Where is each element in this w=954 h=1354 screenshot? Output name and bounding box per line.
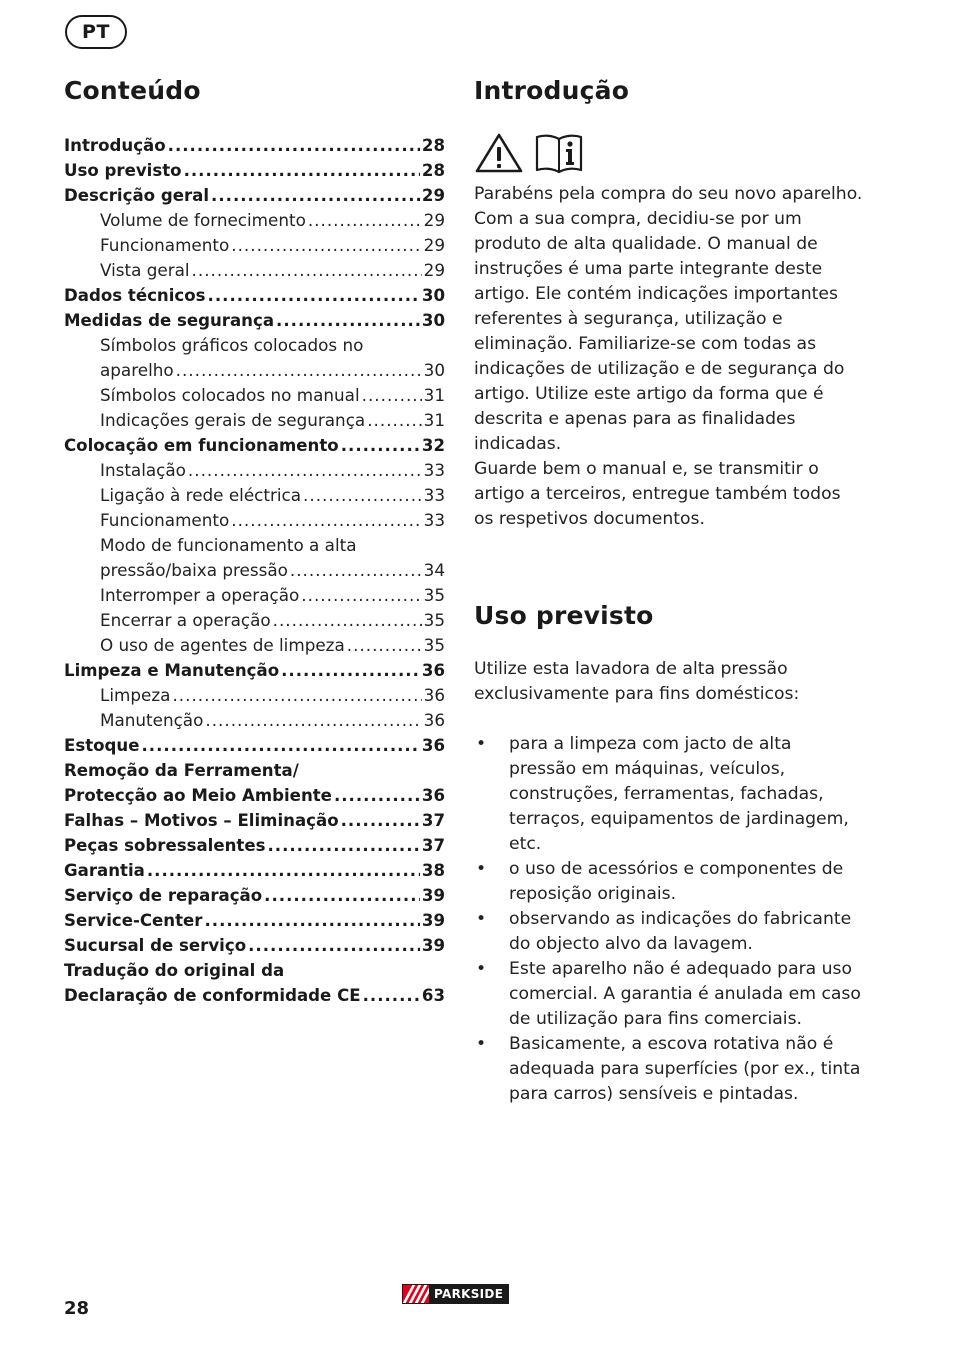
toc-entry — [64, 558, 445, 583]
toc-entry-title: Uso previsto — [64, 161, 182, 180]
toc-entry-page: 29 — [421, 186, 445, 205]
toc-leader-dots — [147, 858, 420, 883]
bullet-marker: • — [476, 859, 487, 879]
toc-leader-dots — [205, 908, 420, 933]
toc-entry — [64, 508, 445, 533]
toc-entry-title: Medidas de segurança — [64, 311, 275, 330]
list-item-text: Basicamente, a escova rotativa não é adequada para superfícies (por ex., tinta para carros) sensíveis e pintadas. — [509, 1034, 861, 1104]
toc-entry-page: 29 — [423, 235, 445, 255]
list-item-text: para a limpeza com jacto de alta pressão em máquinas, veículos, construções, ferramentas, fachadas, terraços, equipamentos de jardinagem, etc. — [509, 734, 849, 854]
toc-leader-dots — [347, 633, 422, 658]
toc-entry-page: 28 — [421, 136, 445, 155]
toc-leader-dots — [176, 358, 422, 383]
uso-title: Uso previsto — [474, 601, 654, 630]
toc-entry-title: Declaração de conformidade CE — [64, 986, 361, 1005]
toc-leader-dots — [341, 433, 420, 458]
toc-entry — [64, 708, 445, 733]
toc-entry — [64, 333, 445, 358]
toc-entry — [64, 383, 445, 408]
toc-entry — [64, 233, 445, 258]
toc-entry — [64, 183, 445, 208]
toc-entry — [64, 683, 445, 708]
toc-leader-dots — [301, 583, 421, 608]
toc-entry-title: Remoção da Ferramenta/ — [64, 761, 299, 780]
toc-entry-page: 30 — [423, 360, 445, 380]
toc-entry-page: 35 — [423, 610, 445, 630]
toc-entry-page: 32 — [421, 436, 445, 455]
toc-entry-page: 28 — [421, 161, 445, 180]
toc-leader-dots — [142, 733, 420, 758]
toc-entry-title: Limpeza — [100, 685, 171, 705]
toc-entry-page: 36 — [423, 710, 445, 730]
toc-entry — [64, 283, 445, 308]
toc-entry-title: Volume de fornecimento — [100, 210, 306, 230]
toc-leader-dots — [334, 783, 420, 808]
bullet-marker: • — [476, 959, 487, 979]
toc-entry-page: 33 — [423, 485, 445, 505]
toc-entry — [64, 158, 445, 183]
toc-entry — [64, 408, 445, 433]
toc-entry — [64, 583, 445, 608]
toc-entry-title: pressão/baixa pressão — [100, 560, 288, 580]
toc-entry — [64, 633, 445, 658]
toc-entry — [64, 983, 445, 1008]
toc-entry-page: 31 — [423, 385, 445, 405]
toc-entry — [64, 883, 445, 908]
toc-entry-page: 30 — [421, 311, 445, 330]
toc-entry-title: O uso de agentes de limpeza — [100, 635, 345, 655]
list-item-text: Este aparelho não é adequado para uso comercial. A garantia é anulada em caso de utilização para fins comerciais. — [509, 959, 861, 1029]
toc-entry-title: Símbolos colocados no manual — [100, 385, 360, 405]
toc-entry — [64, 533, 445, 558]
toc-entry-title: Funcionamento — [100, 510, 230, 530]
toc-entry-page: 39 — [421, 886, 445, 905]
toc-entry-title: Modo de funcionamento a alta — [100, 535, 357, 555]
toc-leader-dots — [192, 258, 422, 283]
toc-entry-page: 33 — [423, 460, 445, 480]
toc-entry-title: Ligação à rede eléctrica — [100, 485, 302, 505]
read-manual-icon — [534, 132, 584, 174]
list-item-text: observando as indicações do fabricante do objecto alvo da lavagem. — [509, 909, 852, 954]
toc-entry — [64, 833, 445, 858]
toc-entry-page: 36 — [421, 736, 445, 755]
page-number: 28 — [64, 1298, 90, 1319]
list-item — [474, 1032, 864, 1107]
toc-leader-dots — [208, 283, 420, 308]
list-item-text: o uso de acessórios e componentes de reposição originais. — [509, 859, 844, 904]
toc-entry — [64, 908, 445, 933]
toc-entry-title: Limpeza e Manutenção — [64, 661, 280, 680]
toc-entry — [64, 958, 445, 983]
toc-entry-page: 31 — [423, 410, 445, 430]
toc-leader-dots — [290, 558, 422, 583]
toc-entry — [64, 458, 445, 483]
toc-leader-dots — [303, 483, 422, 508]
toc-entry — [64, 433, 445, 458]
toc-entry — [64, 258, 445, 283]
toc-leader-dots — [341, 808, 420, 833]
toc-entry-title: Indicações gerais de segurança — [100, 410, 366, 430]
toc-leader-dots — [362, 383, 422, 408]
bullet-marker: • — [476, 909, 487, 929]
toc-leader-dots — [281, 658, 420, 683]
toc-entry-title: Instalação — [100, 460, 186, 480]
toc-entry-page: 39 — [421, 911, 445, 930]
warning-triangle-icon — [474, 132, 524, 174]
intro-title: Introdução — [474, 76, 630, 105]
toc-entry-title: Encerrar a operação — [100, 610, 271, 630]
bullet-marker: • — [476, 734, 487, 754]
parkside-logo — [402, 1284, 509, 1304]
toc-entry-page: 36 — [421, 661, 445, 680]
toc-entry — [64, 133, 445, 158]
bullet-marker: • — [476, 1034, 487, 1054]
toc-entry-title: Falhas – Motivos – Eliminação — [64, 811, 339, 830]
brand-name: PARKSIDE — [429, 1285, 508, 1303]
toc-entry-page: 37 — [421, 811, 445, 830]
toc-entry-page: 37 — [421, 836, 445, 855]
table-of-contents — [64, 133, 445, 1008]
uso-lead — [474, 657, 864, 707]
toc-leader-dots — [273, 608, 422, 633]
intro-paragraph: Parabéns pela compra do seu novo aparelho. — [474, 184, 863, 204]
toc-leader-dots — [184, 158, 420, 183]
toc-entry-title: Peças sobressalentes — [64, 836, 266, 855]
toc-entry-page: 39 — [421, 936, 445, 955]
language-badge: PT — [65, 15, 127, 49]
intro-paragraph: Guarde bem o manual e, se transmitir o artigo a terceiros, entregue também todos os respetivos documentos. — [474, 459, 841, 529]
toc-entry-title: Interromper a operação — [100, 585, 300, 605]
toc-entry-page: 38 — [421, 861, 445, 880]
brand-stripes — [403, 1285, 429, 1303]
intro-text — [474, 182, 864, 532]
toc-leader-dots — [363, 983, 420, 1008]
list-item — [474, 857, 864, 907]
toc-entry-title: Funcionamento — [100, 235, 230, 255]
toc-entry-page: 29 — [423, 210, 445, 230]
toc-entry — [64, 733, 445, 758]
toc-entry-title: Manutenção — [100, 710, 204, 730]
toc-entry-page: 36 — [421, 786, 445, 805]
toc-entry-page: 35 — [423, 635, 445, 655]
list-item — [474, 957, 864, 1032]
uso-lead-text: Utilize esta lavadora de alta pressão exclusivamente para fins domésticos: — [474, 659, 800, 704]
toc-entry — [64, 358, 445, 383]
toc-entry-title: Colocação em funcionamento — [64, 436, 339, 455]
toc-entry — [64, 483, 445, 508]
toc-leader-dots — [308, 208, 422, 233]
toc-entry — [64, 933, 445, 958]
list-item — [474, 907, 864, 957]
toc-entry-page: 34 — [423, 560, 445, 580]
toc-entry-title: Vista geral — [100, 260, 190, 280]
toc-leader-dots — [231, 508, 421, 533]
toc-entry-title: Protecção ao Meio Ambiente — [64, 786, 332, 805]
toc-entry — [64, 783, 445, 808]
toc-entry-page: 63 — [421, 986, 445, 1005]
toc-leader-dots — [248, 933, 420, 958]
toc-entry-page: 36 — [423, 685, 445, 705]
toc-leader-dots — [188, 458, 422, 483]
toc-entry — [64, 308, 445, 333]
toc-entry-page: 30 — [421, 286, 445, 305]
toc-entry-title: Introdução — [64, 136, 166, 155]
toc-leader-dots — [367, 408, 421, 433]
toc-entry — [64, 858, 445, 883]
toc-entry-title: Sucursal de serviço — [64, 936, 247, 955]
toc-leader-dots — [205, 708, 421, 733]
intro-icons — [474, 132, 584, 174]
toc-leader-dots — [211, 183, 420, 208]
toc-entry — [64, 758, 445, 783]
toc-entry-page: 35 — [423, 585, 445, 605]
toc-entry — [64, 808, 445, 833]
toc-leader-dots — [264, 883, 420, 908]
toc-entry — [64, 658, 445, 683]
toc-entry-title: Service-Center — [64, 911, 203, 930]
toc-entry-page: 29 — [423, 260, 445, 280]
toc-leader-dots — [231, 233, 421, 258]
toc-leader-dots — [168, 133, 420, 158]
toc-entry-title: aparelho — [100, 360, 174, 380]
list-item — [474, 732, 864, 857]
toc-entry-page: 33 — [423, 510, 445, 530]
toc-entry-title: Símbolos gráficos colocados no — [100, 335, 364, 355]
toc-leader-dots — [172, 683, 421, 708]
toc-leader-dots — [267, 833, 419, 858]
toc-entry-title: Garantia — [64, 861, 145, 880]
intro-paragraph: Com a sua compra, decidiu-se por um produto de alta qualidade. O manual de instruções é uma parte integrante deste artigo. Ele contém indicações importantes referentes à segurança, utilização e eliminação. Familiarize-se com todas as indicações de utilização e de segurança do artigo. Utilize este artigo da forma que é descrita e apenas para as finalidades indicadas. — [474, 209, 845, 454]
toc-entry — [64, 608, 445, 633]
toc-entry — [64, 208, 445, 233]
toc-entry-title: Serviço de reparação — [64, 886, 263, 905]
toc-leader-dots — [276, 308, 420, 333]
toc-entry-title: Estoque — [64, 736, 140, 755]
toc-title: Conteúdo — [64, 76, 201, 105]
toc-entry-title: Dados técnicos — [64, 286, 206, 305]
toc-entry-title: Tradução do original da — [64, 961, 285, 980]
uso-bullet-list — [474, 732, 864, 1107]
toc-entry-title: Descrição geral — [64, 186, 210, 205]
